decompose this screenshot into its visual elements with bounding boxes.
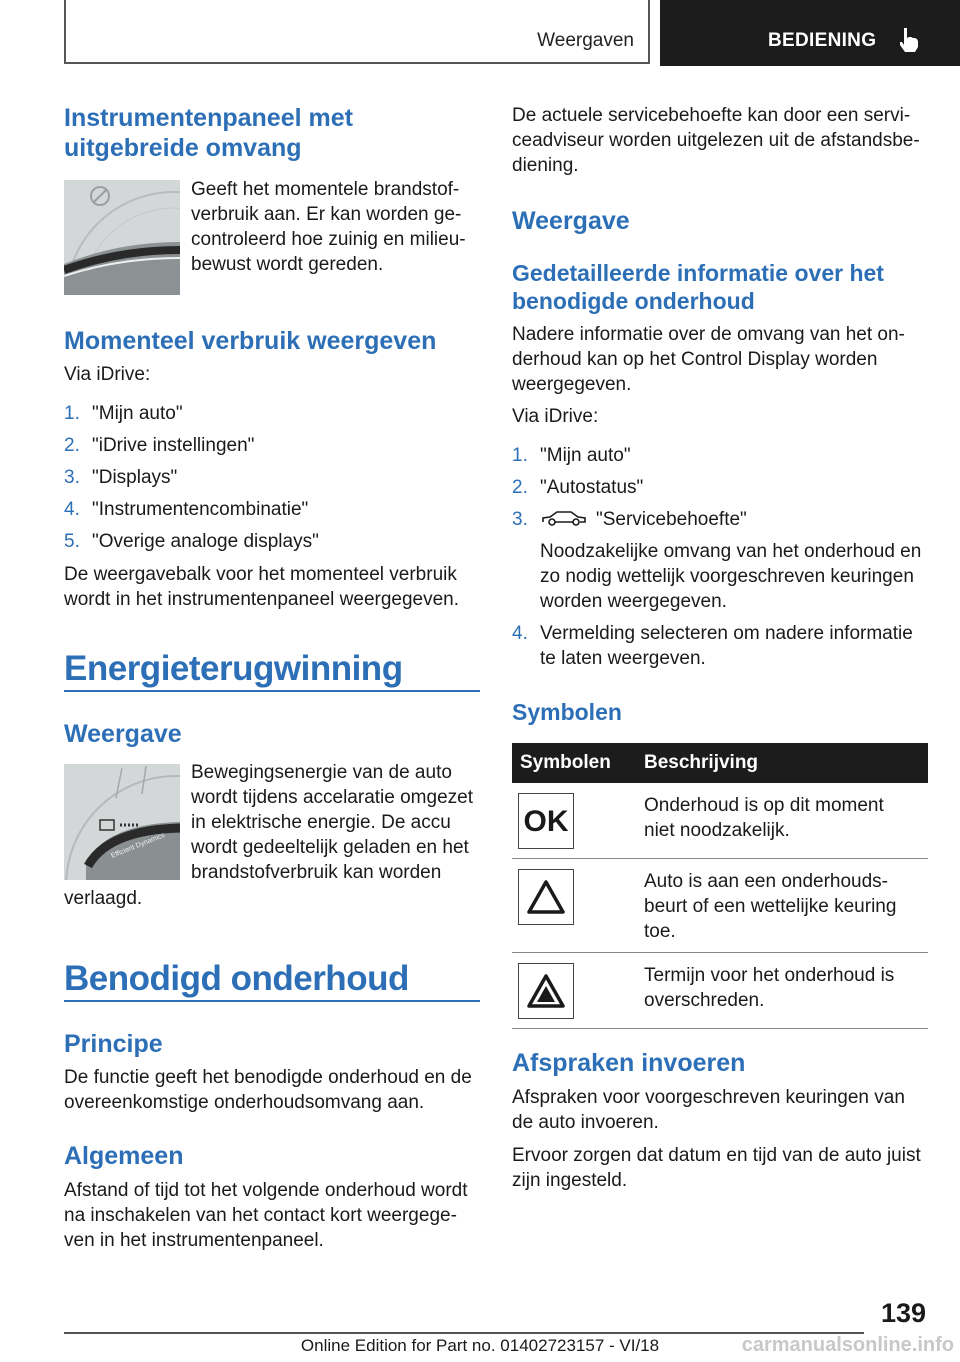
section-title-instrument-panel xyxy=(64,103,353,163)
text-line: Nadere informatie over de omvang van het on- xyxy=(512,324,905,345)
list-item xyxy=(64,401,480,426)
subsection-title-line: benodigde onderhoud xyxy=(512,288,755,314)
list-item xyxy=(512,475,932,500)
text-line: ven in het instrumentenpaneel. xyxy=(64,1230,324,1251)
text-line: Geeft het momentele brandstof- xyxy=(191,179,460,200)
table-row xyxy=(512,858,928,952)
step-number: 2. xyxy=(64,435,80,456)
section-title-display: Weergave xyxy=(64,720,182,748)
step-number: 4. xyxy=(64,499,80,520)
step-number: 3. xyxy=(512,509,528,530)
symbol-cell xyxy=(512,783,636,858)
appointments-description xyxy=(512,1085,932,1135)
list-item xyxy=(512,443,932,468)
service-intro xyxy=(512,103,932,178)
via-idrive-label: Via iDrive: xyxy=(512,406,599,427)
section-title-consumption: Momenteel verbruik weergeven xyxy=(64,327,437,355)
text-line: in elektrische energie. De accu xyxy=(191,812,451,833)
table-row xyxy=(512,783,928,858)
via-idrive-label: Via iDrive: xyxy=(64,364,151,385)
section-title-line: uitgebreide omvang xyxy=(64,134,302,162)
section-title-display-right: Weergave xyxy=(512,207,630,235)
fuel-gauge-image xyxy=(64,180,180,295)
text-line: Bewegingsenergie van de auto xyxy=(191,762,452,783)
text-line: Noodzakelijke omvang van het onderhoud en xyxy=(540,541,922,562)
text-line: Termijn voor het onderhoud is xyxy=(644,964,895,986)
overdue-triangle-icon xyxy=(518,963,574,1019)
recuperation-gauge-image xyxy=(64,764,180,880)
text-line: overeenkomstige onderhoudsomvang aan. xyxy=(64,1092,425,1113)
fuel-gauge-description xyxy=(191,177,481,277)
header-chapter-box xyxy=(660,0,960,66)
principle-description xyxy=(64,1065,484,1115)
step-text: "Mijn auto" xyxy=(92,403,183,424)
step-text: "Servicebehoefte" xyxy=(596,509,747,530)
list-item xyxy=(64,529,480,554)
hand-pointer-icon xyxy=(896,26,922,54)
consumption-description xyxy=(64,562,480,612)
text-line: De weergavebalk voor het momenteel verbruik xyxy=(64,564,457,585)
text-line: de auto invoeren. xyxy=(512,1112,659,1133)
car-icon xyxy=(540,508,588,528)
text-line: controleerd hoe zuinig en milieu- xyxy=(191,229,466,250)
section-title-symbols: Symbolen xyxy=(512,699,622,725)
text-line: De functie geeft het benodigde onderhoud en de xyxy=(64,1067,472,1088)
chapter-title-service: Benodigd onderhoud xyxy=(64,959,409,998)
text-line: wordt in het instrumentenpaneel weergegeven. xyxy=(64,589,460,610)
watermark: carmanualsonline.info xyxy=(741,1334,954,1356)
recuperation-description-end: verlaagd. xyxy=(64,888,143,909)
section-title-line: Instrumentenpaneel met xyxy=(64,104,353,132)
text-line: zijn ingesteld. xyxy=(512,1170,628,1191)
step-text: "Displays" xyxy=(92,467,178,488)
text-line: bewust wordt gereden. xyxy=(191,254,384,275)
text-line: toe. xyxy=(644,920,676,942)
service-steps-list xyxy=(512,443,932,678)
list-item xyxy=(64,497,480,522)
section-title-appointments: Afspraken invoeren xyxy=(512,1049,746,1077)
text-line: derhoud kan op het Control Display worden xyxy=(512,349,878,370)
section-title-principle: Principe xyxy=(64,1030,163,1058)
header-chapter-title: BEDIENING xyxy=(768,30,877,51)
step-number: 2. xyxy=(512,477,528,498)
step-subtext xyxy=(540,539,932,614)
recuperation-description xyxy=(191,760,481,885)
subsection-title-line: Gedetailleerde informatie over het xyxy=(512,260,884,286)
text-line: na inschakelen van het contact kort weergege- xyxy=(64,1205,457,1226)
text-line: beurt of een wettelijke keuring xyxy=(644,895,897,917)
list-item xyxy=(64,465,480,490)
text-line: brandstofverbruik kan worden xyxy=(191,862,442,883)
step-number: 1. xyxy=(64,403,80,424)
step-number: 5. xyxy=(64,531,80,552)
list-item xyxy=(64,433,480,458)
description-cell xyxy=(636,858,928,952)
text-line: De actuele servicebehoefte kan door een servi- xyxy=(512,105,911,126)
text-line: weergegeven. xyxy=(512,374,632,395)
appointments-note xyxy=(512,1143,932,1193)
symbol-cell xyxy=(512,858,636,952)
gauge-label: Efficient Dynamics xyxy=(110,831,167,860)
step-number: 4. xyxy=(512,623,528,644)
text-line: Vermelding selecteren om nadere informatie xyxy=(540,623,913,644)
text-line: overschreden. xyxy=(644,989,765,1011)
page-number: 139 xyxy=(880,1298,926,1328)
header-section-box xyxy=(64,0,650,64)
text-line: te laten weergeven. xyxy=(540,648,706,669)
ok-symbol-text: OK xyxy=(523,804,569,838)
symbol-cell xyxy=(512,952,636,1028)
footer-edition: Online Edition for Part no. 01402723157 - VI/18 xyxy=(300,1336,660,1355)
warning-triangle-icon xyxy=(518,869,574,925)
list-item xyxy=(512,621,932,671)
chapter-title-energy-recovery: Energieterugwinning xyxy=(64,649,403,688)
general-description xyxy=(64,1178,484,1253)
step-text: "Overige analoge displays" xyxy=(92,531,319,552)
table-header-row xyxy=(512,743,928,783)
step-number: 3. xyxy=(64,467,80,488)
step-number: 1. xyxy=(512,445,528,466)
text-line: Ervoor zorgen dat datum en tijd van de auto juist xyxy=(512,1145,921,1166)
description-cell xyxy=(636,783,928,858)
step-text: "Autostatus" xyxy=(540,477,644,498)
text-line: wordt gedeeltelijk geladen en het xyxy=(191,837,469,858)
heading-rule xyxy=(64,690,480,692)
text-line: wordt tijdens accelaratie omgezet xyxy=(191,787,473,808)
text-line: Afstand of tijd tot het volgende onderhoud wordt xyxy=(64,1180,468,1201)
text-line: worden weergegeven. xyxy=(540,591,727,612)
list-item xyxy=(512,507,932,614)
ok-symbol-icon xyxy=(518,793,574,849)
text-line: ceadviseur worden uitgelezen uit de afstandsbe- xyxy=(512,130,920,151)
text-line: niet noodzakelijk. xyxy=(644,820,790,841)
step-text: "iDrive instellingen" xyxy=(92,435,255,456)
header-section-title: Weergaven xyxy=(537,30,634,51)
text-line: diening. xyxy=(512,155,579,176)
table-row xyxy=(512,952,928,1028)
step-text: "Instrumentencombinatie" xyxy=(92,499,309,520)
step-text: "Mijn auto" xyxy=(540,445,631,466)
column-header-symbol: Symbolen xyxy=(512,743,636,783)
text-line: Afspraken voor voorgeschreven keuringen van xyxy=(512,1087,905,1108)
text-line: Auto is aan een onderhouds- xyxy=(644,870,889,892)
symbols-table xyxy=(512,743,928,1029)
subsection-title-detail xyxy=(512,259,928,315)
consumption-steps-list xyxy=(64,401,480,561)
heading-rule xyxy=(64,1000,480,1002)
text-line: zo nodig wettelijk voorgeschreven keuringen xyxy=(540,566,914,587)
text-line: Onderhoud is op dit moment xyxy=(644,795,884,816)
column-header-description: Beschrijving xyxy=(636,743,928,783)
text-line: verbruik aan. Er kan worden ge- xyxy=(191,204,462,225)
description-cell xyxy=(636,952,928,1028)
section-title-general: Algemeen xyxy=(64,1142,184,1170)
detail-description xyxy=(512,322,932,397)
